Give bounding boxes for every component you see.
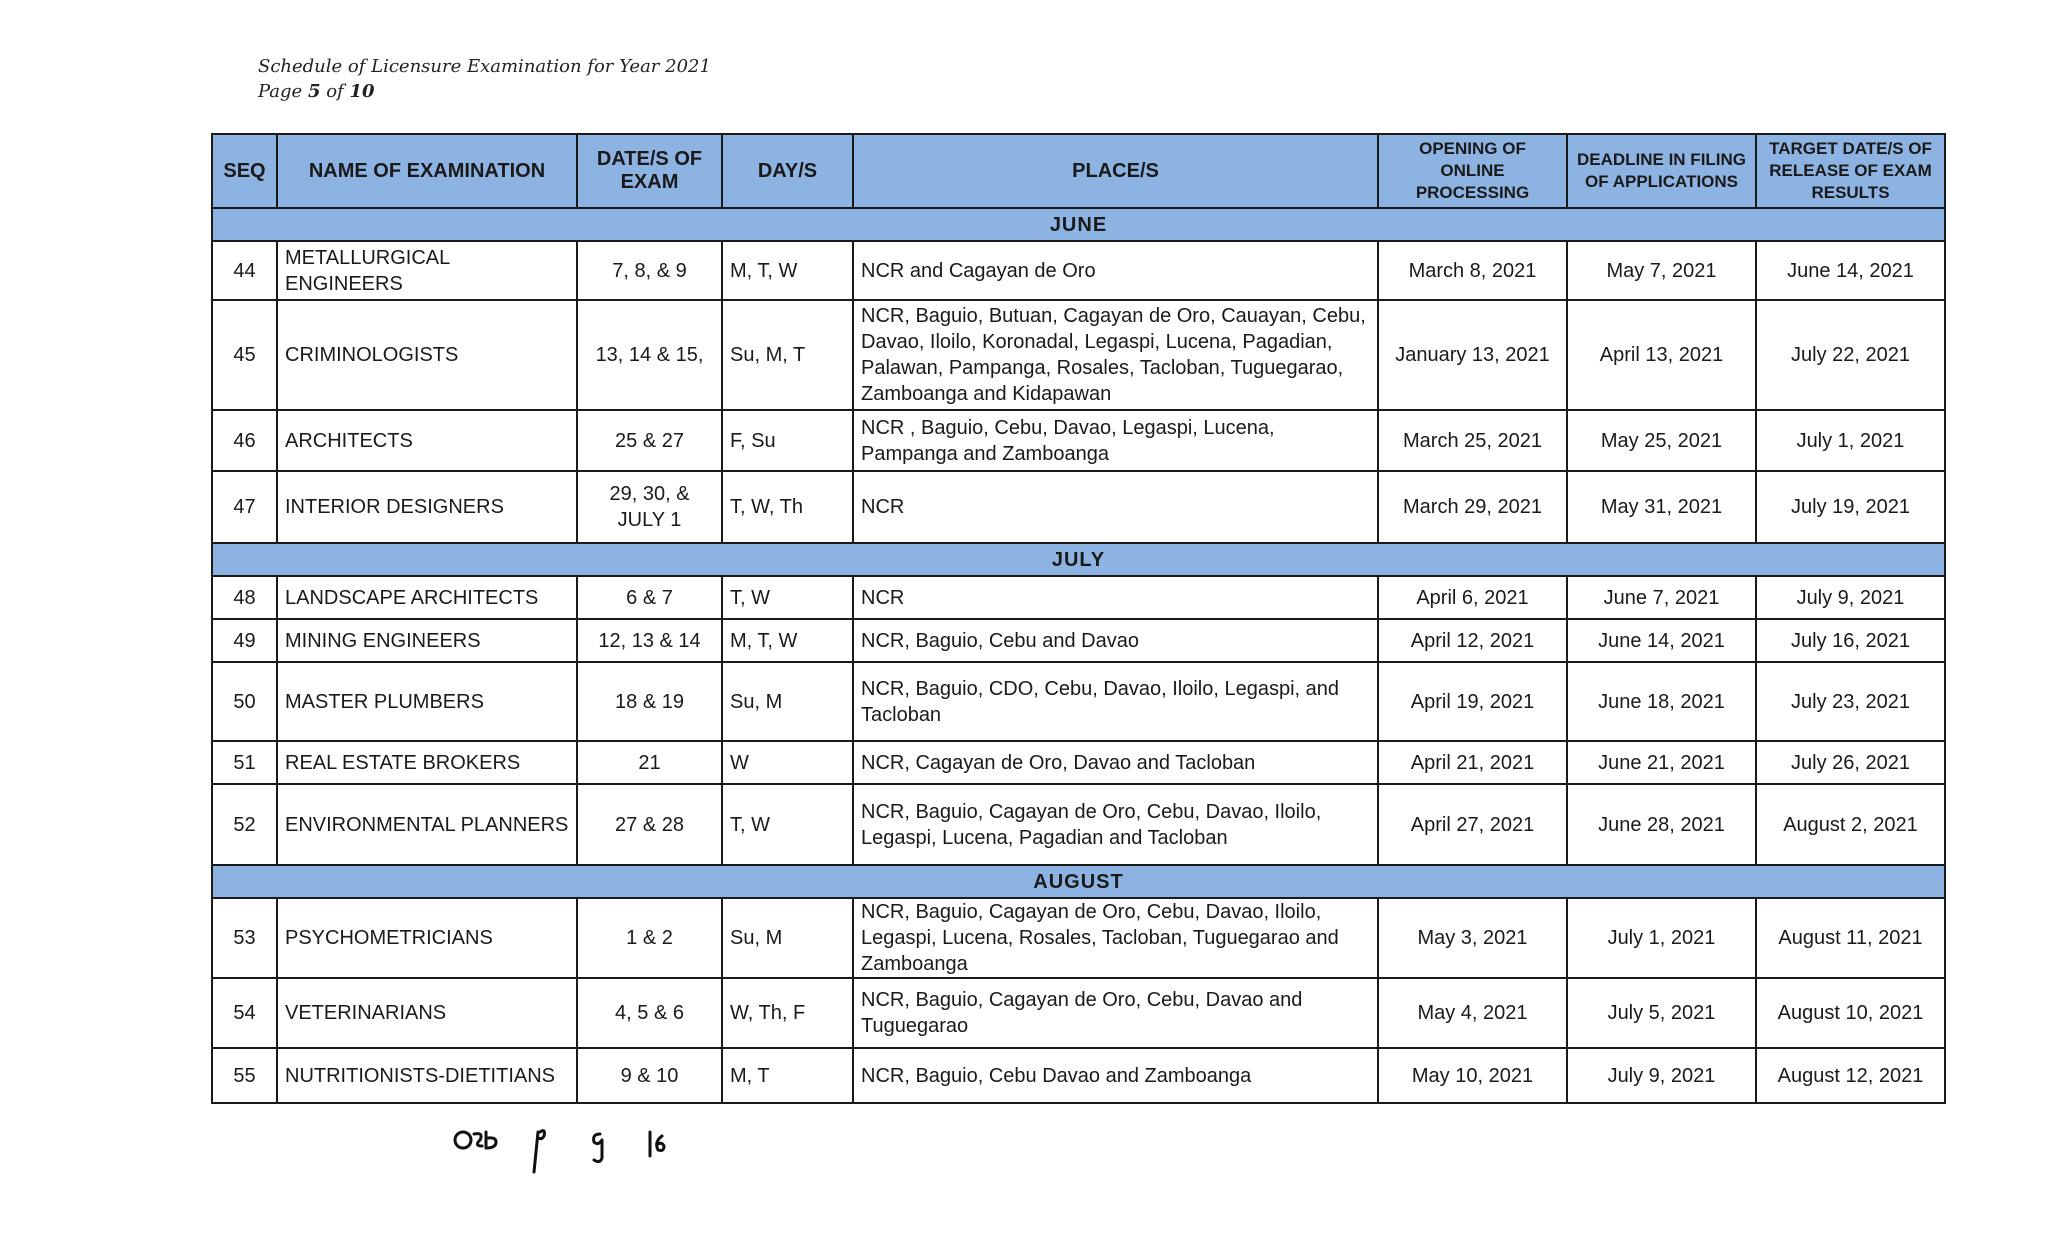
month-row-august	[212, 865, 1945, 898]
cell-deadline: June 21, 2021	[1567, 741, 1756, 784]
cell-deadline: May 7, 2021	[1567, 241, 1756, 300]
cell-dates: 27 & 28	[577, 784, 722, 865]
cell-places: NCR, Baguio, Cagayan de Oro, Cebu, Davao and Tuguegarao	[853, 978, 1378, 1048]
cell-places: NCR, Cagayan de Oro, Davao and Tacloban	[853, 741, 1378, 784]
cell-seq: 53	[212, 898, 277, 978]
cell-places: NCR, Baguio, Cagayan de Oro, Cebu, Davao, Iloilo, Legaspi, Lucena, Rosales, Tacloban, Tuguegarao and Zamboanga	[853, 898, 1378, 978]
table-row	[212, 784, 1945, 865]
cell-release: July 23, 2021	[1756, 662, 1945, 741]
cell-dates: 1 & 2	[577, 898, 722, 978]
cell-dates: 4, 5 & 6	[577, 978, 722, 1048]
cell-places: NCR and Cagayan de Oro	[853, 241, 1378, 300]
cell-opening: April 21, 2021	[1378, 741, 1567, 784]
cell-release: July 22, 2021	[1756, 300, 1945, 410]
table-row	[212, 1048, 1945, 1103]
cell-name: ARCHITECTS	[277, 410, 577, 471]
cell-days: Su, M	[722, 898, 853, 978]
cell-seq: 54	[212, 978, 277, 1048]
col-header-dates: DATE/S OF EXAM	[577, 134, 722, 208]
cell-places: NCR	[853, 471, 1378, 543]
cell-name: MASTER PLUMBERS	[277, 662, 577, 741]
cell-seq: 44	[212, 241, 277, 300]
cell-deadline: June 18, 2021	[1567, 662, 1756, 741]
cell-opening: January 13, 2021	[1378, 300, 1567, 410]
cell-deadline: April 13, 2021	[1567, 300, 1756, 410]
document-header	[258, 54, 711, 104]
cell-seq: 55	[212, 1048, 277, 1103]
table-row	[212, 410, 1945, 471]
month-label: AUGUST	[212, 865, 1945, 898]
cell-opening: May 3, 2021	[1378, 898, 1567, 978]
cell-name: INTERIOR DESIGNERS	[277, 471, 577, 543]
cell-opening: April 27, 2021	[1378, 784, 1567, 865]
cell-opening: March 8, 2021	[1378, 241, 1567, 300]
table-row	[212, 471, 1945, 543]
cell-release: July 1, 2021	[1756, 410, 1945, 471]
cell-places: NCR, Baguio, Cebu and Davao	[853, 619, 1378, 662]
col-header-deadline: DEADLINE IN FILING OF APPLICATIONS	[1567, 134, 1756, 208]
cell-seq: 46	[212, 410, 277, 471]
cell-release: July 26, 2021	[1756, 741, 1945, 784]
cell-release: July 16, 2021	[1756, 619, 1945, 662]
cell-name: MINING ENGINEERS	[277, 619, 577, 662]
cell-dates: 25 & 27	[577, 410, 722, 471]
table-row	[212, 576, 1945, 619]
cell-places: NCR, Baguio, Cebu Davao and Zamboanga	[853, 1048, 1378, 1103]
cell-deadline: June 28, 2021	[1567, 784, 1756, 865]
col-header-release: TARGET DATE/S OF RELEASE OF EXAM RESULTS	[1756, 134, 1945, 208]
exam-schedule-table	[211, 133, 1946, 1104]
cell-opening: March 25, 2021	[1378, 410, 1567, 471]
cell-places: NCR, Baguio, Butuan, Cagayan de Oro, Cauayan, Cebu, Davao, Iloilo, Koronadal, Legaspi, Lucena, Pagadian, Palawan, Pampanga, Rosales, Tacloban, Tuguegarao, Zamboanga and Kidapawan	[853, 300, 1378, 410]
cell-name: NUTRITIONISTS-DIETITIANS	[277, 1048, 577, 1103]
cell-release: June 14, 2021	[1756, 241, 1945, 300]
cell-places: NCR	[853, 576, 1378, 619]
cell-seq: 48	[212, 576, 277, 619]
cell-name: REAL ESTATE BROKERS	[277, 741, 577, 784]
month-label: JULY	[212, 543, 1945, 576]
cell-release: August 12, 2021	[1756, 1048, 1945, 1103]
cell-deadline: July 5, 2021	[1567, 978, 1756, 1048]
page-current: 5	[307, 81, 321, 102]
cell-seq: 50	[212, 662, 277, 741]
cell-release: July 19, 2021	[1756, 471, 1945, 543]
cell-deadline: July 9, 2021	[1567, 1048, 1756, 1103]
col-header-days: DAY/S	[722, 134, 853, 208]
cell-dates: 13, 14 & 15,	[577, 300, 722, 410]
month-row-july	[212, 543, 1945, 576]
cell-days: W	[722, 741, 853, 784]
month-row-june	[212, 208, 1945, 241]
cell-deadline: June 14, 2021	[1567, 619, 1756, 662]
table-row	[212, 898, 1945, 978]
cell-deadline: July 1, 2021	[1567, 898, 1756, 978]
cell-dates: 6 & 7	[577, 576, 722, 619]
cell-opening: May 4, 2021	[1378, 978, 1567, 1048]
cell-seq: 45	[212, 300, 277, 410]
cell-dates: 29, 30, & JULY 1	[577, 471, 722, 543]
cell-seq: 47	[212, 471, 277, 543]
cell-days: M, T	[722, 1048, 853, 1103]
table-row	[212, 300, 1945, 410]
cell-deadline: May 25, 2021	[1567, 410, 1756, 471]
cell-release: August 2, 2021	[1756, 784, 1945, 865]
document-title: Schedule of Licensure Examination for Year 2021	[258, 56, 711, 77]
col-header-seq: SEQ	[212, 134, 277, 208]
table-row	[212, 978, 1945, 1048]
cell-opening: April 12, 2021	[1378, 619, 1567, 662]
cell-dates: 21	[577, 741, 722, 784]
page-prefix: Page	[258, 81, 303, 102]
table-row	[212, 662, 1945, 741]
cell-places: NCR , Baguio, Cebu, Davao, Legaspi, Lucena, Pampanga and Zamboanga	[853, 410, 1378, 471]
table-header-row	[212, 134, 1945, 208]
cell-release: August 11, 2021	[1756, 898, 1945, 978]
cell-days: Su, M, T	[722, 300, 853, 410]
cell-deadline: June 7, 2021	[1567, 576, 1756, 619]
cell-days: Su, M	[722, 662, 853, 741]
cell-seq: 52	[212, 784, 277, 865]
handwritten-signature	[450, 1118, 680, 1178]
table-row	[212, 241, 1945, 300]
cell-dates: 18 & 19	[577, 662, 722, 741]
cell-days: T, W	[722, 576, 853, 619]
page-number	[258, 79, 711, 104]
cell-name: ENVIRONMENTAL PLANNERS	[277, 784, 577, 865]
cell-opening: May 10, 2021	[1378, 1048, 1567, 1103]
cell-release: August 10, 2021	[1756, 978, 1945, 1048]
cell-dates: 9 & 10	[577, 1048, 722, 1103]
cell-seq: 49	[212, 619, 277, 662]
cell-opening: March 29, 2021	[1378, 471, 1567, 543]
page-total: 10	[349, 81, 375, 102]
cell-name: CRIMINOLOGISTS	[277, 300, 577, 410]
cell-days: M, T, W	[722, 241, 853, 300]
col-header-places: PLACE/S	[853, 134, 1378, 208]
cell-places: NCR, Baguio, Cagayan de Oro, Cebu, Davao, Iloilo, Legaspi, Lucena, Pagadian and Tacloban	[853, 784, 1378, 865]
cell-deadline: May 31, 2021	[1567, 471, 1756, 543]
cell-places: NCR, Baguio, CDO, Cebu, Davao, Iloilo, Legaspi, and Tacloban	[853, 662, 1378, 741]
cell-name: PSYCHOMETRICIANS	[277, 898, 577, 978]
cell-dates: 7, 8, & 9	[577, 241, 722, 300]
cell-release: July 9, 2021	[1756, 576, 1945, 619]
cell-days: M, T, W	[722, 619, 853, 662]
cell-days: F, Su	[722, 410, 853, 471]
table-row	[212, 619, 1945, 662]
cell-name: LANDSCAPE ARCHITECTS	[277, 576, 577, 619]
cell-dates: 12, 13 & 14	[577, 619, 722, 662]
cell-opening: April 19, 2021	[1378, 662, 1567, 741]
cell-name: METALLURGICAL ENGINEERS	[277, 241, 577, 300]
cell-days: T, W, Th	[722, 471, 853, 543]
cell-days: W, Th, F	[722, 978, 853, 1048]
month-label: JUNE	[212, 208, 1945, 241]
table-row	[212, 741, 1945, 784]
cell-seq: 51	[212, 741, 277, 784]
cell-days: T, W	[722, 784, 853, 865]
cell-opening: April 6, 2021	[1378, 576, 1567, 619]
cell-name: VETERINARIANS	[277, 978, 577, 1048]
col-header-name: NAME OF EXAMINATION	[277, 134, 577, 208]
page-of: of	[326, 81, 344, 102]
col-header-opening: OPENING OF ONLINE PROCESSING	[1378, 134, 1567, 208]
